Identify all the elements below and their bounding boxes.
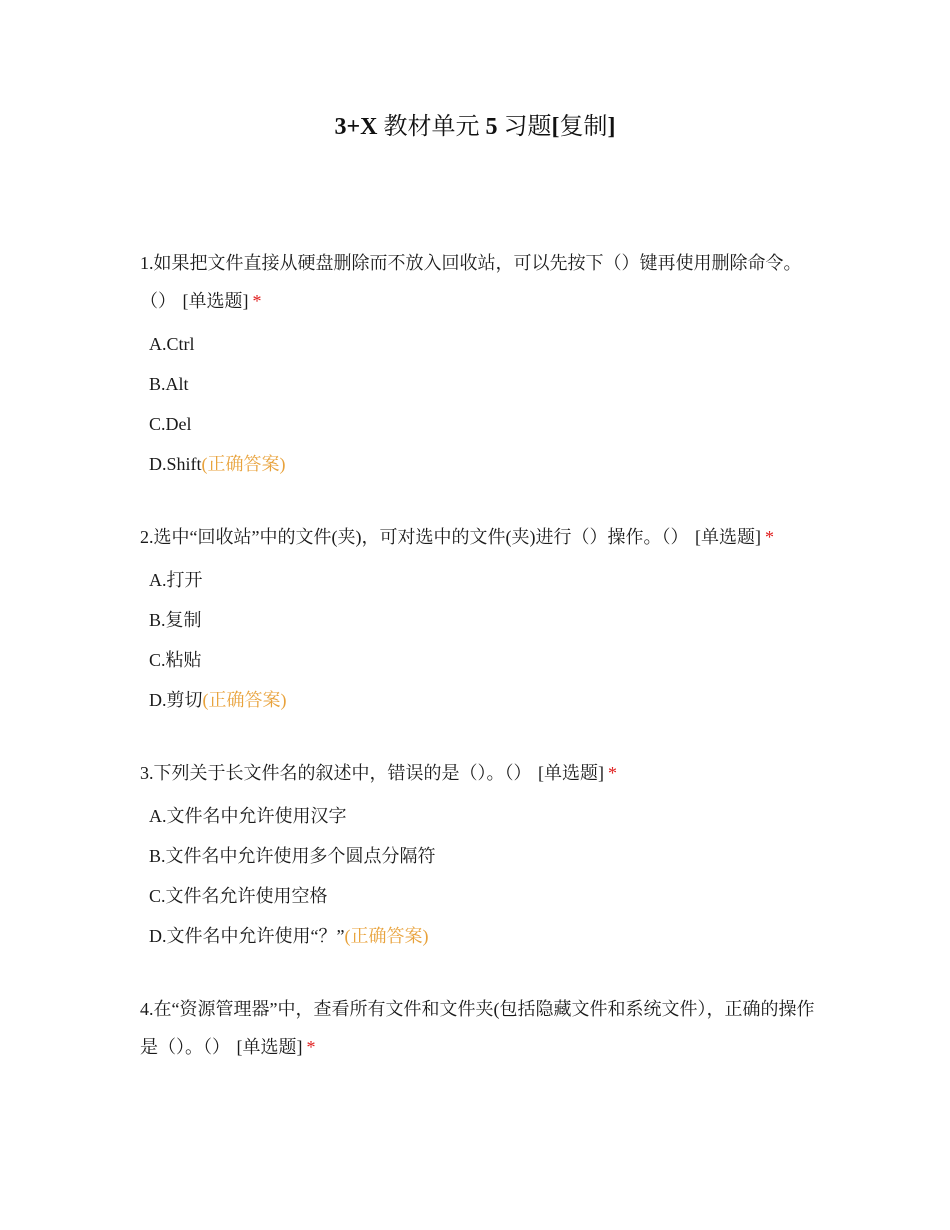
question-stem: 2.选中“回收站”中的文件(夹)，可对选中的文件(夹)进行（）操作。（） [140,527,689,547]
required-asterisk: * [764,527,774,547]
question-2 [140,518,820,720]
required-asterisk: * [252,291,262,311]
option-label: B.Alt [149,374,189,394]
required-asterisk: * [306,1037,316,1057]
option-label: A.文件名中允许使用汉字 [149,806,347,826]
question-1 [140,244,820,484]
option-label: D.文件名中允许使用“？” [149,926,345,946]
correct-answer-label: (正确答案) [202,690,287,710]
title-part: [ [551,114,560,140]
question-list [140,244,820,1100]
option-c[interactable] [140,404,820,444]
option-b[interactable] [140,364,820,404]
title-part: ] [607,114,616,140]
title-part: 5 [485,114,498,140]
question-text [140,990,820,1066]
option-label: A.打开 [149,570,203,590]
title-part: 3+X [334,114,378,140]
question-text [140,754,820,792]
option-b[interactable] [140,836,820,876]
option-label: B.复制 [149,610,202,630]
option-label: D.剪切 [149,690,203,710]
title-part: 教材单元 [377,114,486,140]
question-text [140,244,820,320]
option-label: C.粘贴 [149,650,202,670]
page-title [0,110,950,144]
option-d[interactable] [140,680,820,720]
option-label: C.Del [149,414,192,434]
question-stem: 3.下列关于长文件名的叙述中，错误的是（）。（） [140,763,532,783]
option-c[interactable] [140,876,820,916]
question-text [140,518,820,556]
question-4 [140,990,820,1066]
option-label: D.Shift [149,454,202,474]
option-a[interactable] [140,796,820,836]
option-d[interactable] [140,444,820,484]
question-stem: 4.在“资源管理器”中，查看所有文件和文件夹(包括隐藏文件和系统文件），正确的操作是（）。（） [140,999,815,1057]
question-stem: 1.如果把文件直接从硬盘删除而不放入回收站，可以先按下（）键再使用删除命令。（） [140,253,802,311]
question-3 [140,754,820,956]
option-label: A.Ctrl [149,334,195,354]
required-asterisk: * [608,763,617,783]
option-a[interactable] [140,324,820,364]
title-part: 复制 [559,114,608,140]
title-part: 习题 [497,114,552,140]
question-type: [单选题] [182,291,249,311]
correct-answer-label: (正确答案) [201,454,286,474]
option-d[interactable] [140,916,820,956]
option-label: B.文件名中允许使用多个圆点分隔符 [149,846,436,866]
option-c[interactable] [140,640,820,680]
question-type: [单选题] [694,527,761,547]
correct-answer-label: (正确答案) [344,926,429,946]
question-type: [单选题] [538,763,604,783]
option-a[interactable] [140,560,820,600]
option-label: C.文件名允许使用空格 [149,886,328,906]
option-b[interactable] [140,600,820,640]
question-type: [单选题] [236,1037,303,1057]
